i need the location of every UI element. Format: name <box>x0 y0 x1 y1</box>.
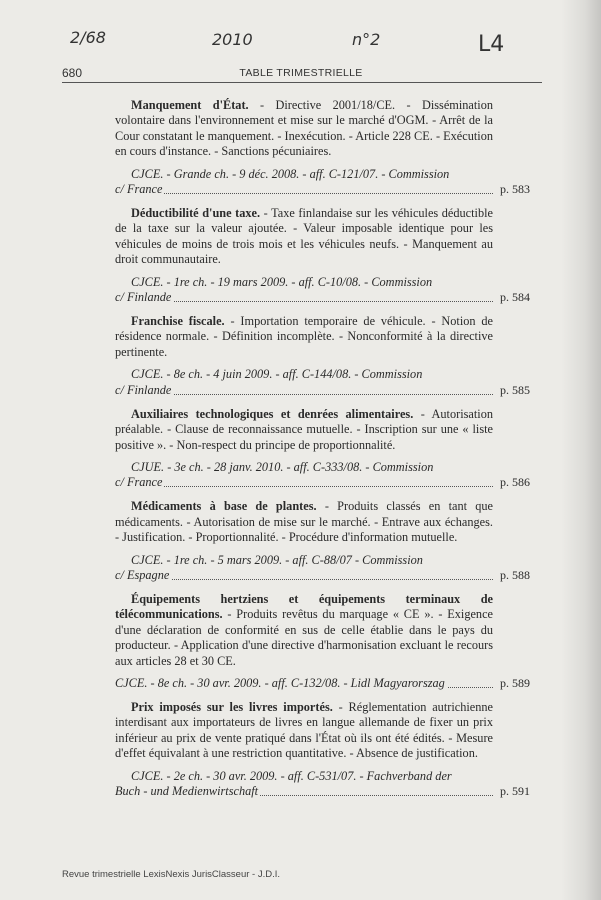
entry-summary <box>115 98 493 160</box>
page-edge-shadow <box>561 0 601 900</box>
entry-reference <box>115 552 530 584</box>
reference-first-line: CJCE. - 1re ch. - 5 mars 2009. - aff. C-88/07 - Commission <box>131 552 423 567</box>
running-header <box>62 66 540 82</box>
entry-heading: Prix imposés sur les livres importés. <box>131 699 333 714</box>
page-title: TABLE TRIMESTRIELLE <box>239 67 363 79</box>
reference-first-line: CJCE. - 2e ch. - 30 avr. 2009. - aff. C-531/07. - Fachverband der <box>131 768 452 783</box>
reference-last-line: c/ France <box>115 182 163 197</box>
reference-first-line: CJCE. - Grande ch. - 9 déc. 2008. - aff. C-121/07. - Commission <box>131 166 450 181</box>
entry-body: - Autorisation préalable. - Clause de reconnaissance mutuelle. - Inscription sur une « liste positive ». - Non-respect du principe de proportionnalité. <box>115 406 493 452</box>
reference-first-line: CJCE. - 1re ch. - 19 mars 2009. - aff. C-10/08. - Commission <box>131 274 433 289</box>
entry <box>115 206 530 306</box>
handwritten-annotation-left: 2/68 <box>70 28 106 47</box>
page-reference: p. 588 <box>500 567 530 582</box>
page-reference: p. 586 <box>500 475 530 490</box>
entry-heading: Manquement d'État. <box>131 98 249 112</box>
handwritten-annotation-year: 2010 <box>212 30 253 49</box>
handwritten-annotation-issue: n°2 <box>352 30 381 49</box>
entry-summary <box>115 499 493 545</box>
entry-summary <box>115 592 493 669</box>
entry-body: - Produits revêtus du marquage « CE ». - Exigence d'une déclaration de conformité en sus de celle établie dans le pays du producteur. - Application d'une directive d'harmonisation excluant le recours aux articles 28 et 30 CE. <box>115 607 493 668</box>
entry-body: - Importation temporaire de véhicule. - Notion de résidence normale. - Définition incomplète. - Nonconformité à la directive pertinente. <box>115 314 494 359</box>
reference-last-line: c/ Finlande <box>115 382 172 397</box>
entry-reference <box>115 768 530 800</box>
reference-last-line: c/ Finlande <box>115 290 172 305</box>
entry-heading: Franchise fiscale. <box>131 314 225 329</box>
entry-summary <box>115 206 493 268</box>
entry <box>115 406 530 492</box>
page-reference: p. 589 <box>500 675 530 690</box>
entry-body: - Produits classés en tant que médicaments. - Autorisation de mise sur le marché. - Entrave aux échanges. - Justification. - Proportionnalité. - Procédure d'information mutuelle. <box>115 499 493 545</box>
entries-list <box>115 98 530 808</box>
handwritten-annotation-right: L4 <box>478 32 505 57</box>
entry-reference <box>115 459 530 491</box>
entry-summary <box>115 700 493 762</box>
page-reference: p. 591 <box>500 784 530 798</box>
entry-summary <box>115 407 493 453</box>
reference-last-line: CJCE. - 8e ch. - 30 avr. 2009. - aff. C-132/08. - Lidl Magyarorszag <box>115 675 445 690</box>
reference-first-line: CJCE. - 8e ch. - 4 juin 2009. - aff. C-144/08. - Commission <box>131 367 423 382</box>
reference-first-line: CJUE. - 3e ch. - 28 janv. 2010. - aff. C-333/08. - Commission <box>131 459 434 474</box>
entry-heading: Auxiliaires technologiques et denrées alimentaires. <box>131 406 414 421</box>
entry-reference <box>115 274 530 306</box>
entry-reference <box>115 166 530 198</box>
entry <box>115 699 530 800</box>
page-reference: p. 583 <box>500 182 530 197</box>
entry-heading: Équipements hertziens et équipements terminaux de télécommunications. <box>115 591 493 622</box>
entry <box>115 98 530 198</box>
entry-reference <box>115 367 530 398</box>
entry <box>115 314 530 399</box>
entry <box>115 591 530 692</box>
entry-reference <box>115 675 530 692</box>
reference-last-line: c/ Espagne <box>115 567 170 582</box>
entry-heading: Médicaments à base de plantes. <box>131 499 317 514</box>
page-number: 680 <box>62 66 83 80</box>
page-reference: p. 585 <box>500 382 530 397</box>
entry <box>115 499 530 584</box>
reference-last-line: c/ France <box>115 475 163 490</box>
entry-body: - Réglementation autrichienne interdisant aux importateurs de livres en langue allemande de fixer un prix inférieur au prix de vente pratiqué dans l'État où ils ont été édités. - Mesure d'effet équivalant à une restriction quantitative. - Absence de justification. <box>115 699 493 761</box>
header-rule <box>62 82 542 83</box>
page-reference: p. 584 <box>500 290 530 305</box>
entry-body: - Taxe finlandaise sur les véhicules déductible de la taxe sur la valeur ajoutée. - Valeur imposable identique pour les véhicules de moins de trois mois et les véhicules neufs. - Manquement au droit communautaire. <box>115 206 493 267</box>
footer: Revue trimestrielle LexisNexis JurisClasseur - J.D.I. <box>62 869 281 880</box>
entry-summary <box>115 314 493 360</box>
entry-heading: Déductibilité d'une taxe. <box>131 206 261 221</box>
reference-last-line: Buch - und Medienwirtschaft <box>115 784 259 798</box>
entry-body: - Directive 2001/18/CE. - Dissémination volontaire dans l'environnement et mise sur le marché d'OGM. - Arrêt de la Cour constatant le manquement. - Inexécution. - Article 228 CE. - Exécution en cours d'instance. - Sanctions pécuniaires. <box>115 98 493 159</box>
